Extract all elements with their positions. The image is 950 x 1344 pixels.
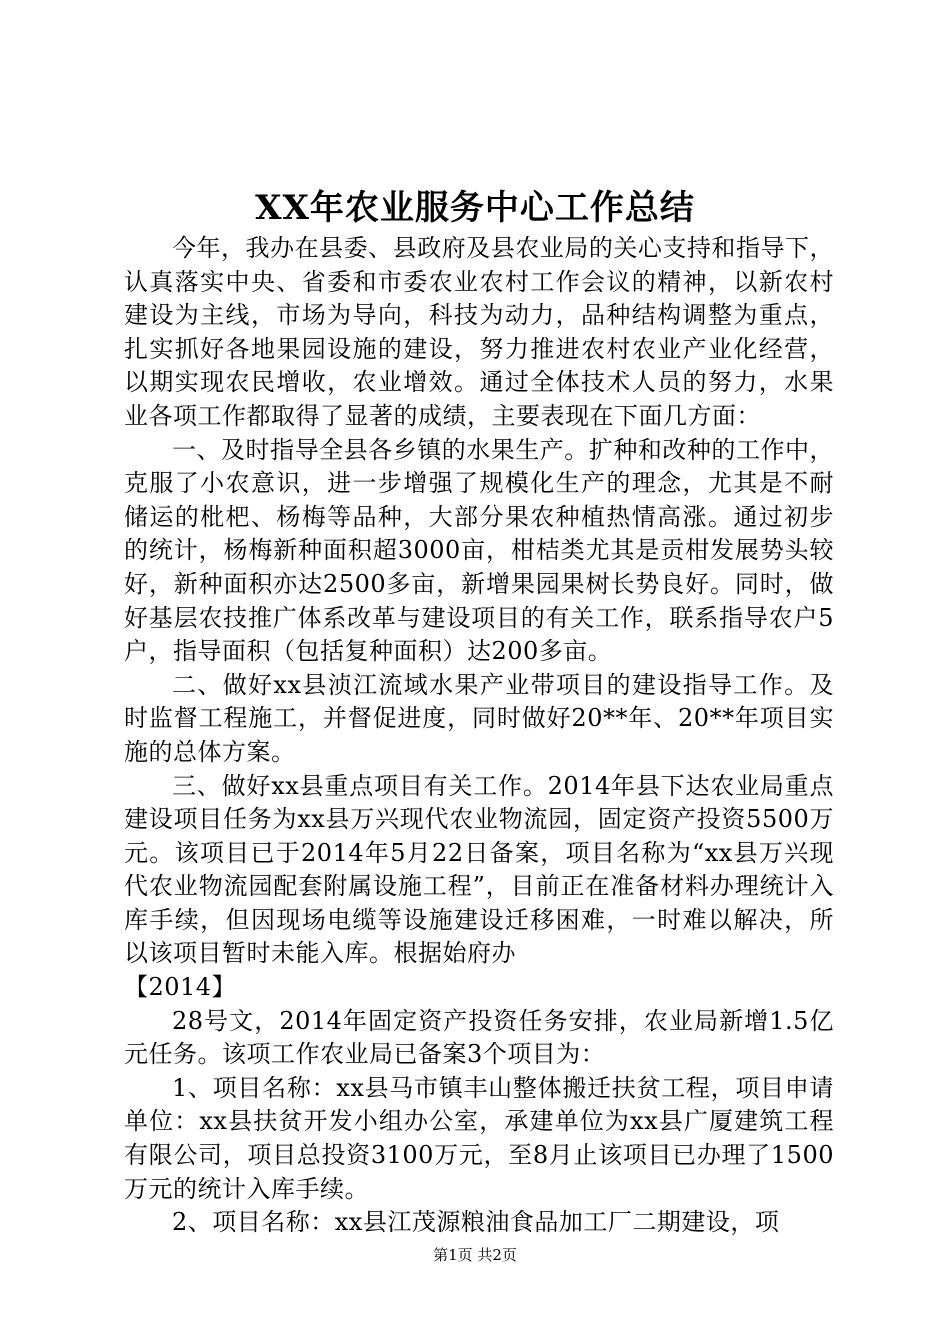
paragraph-intro: 今年，我办在县委、县政府及县农业局的关心支持和指导下，认真落实中央、省委和市委农业农村工作会议的精神，以新农村建设为主线，市场为导向，科技为动力，品种结构调整为重点，扎实抓好各地果园设施的建设，努力推进农村农业产业化经营，以期实现农民增收，农业增效。通过全体技术人员的努力，水果业各项工作都取得了显著的成绩，主要表现在下面几方面：	[124, 234, 834, 430]
paragraph-project-1: 1、项目名称：xx县马市镇丰山整体搬迁扶贫工程，项目申请单位：xx县扶贫开发小组办公室，承建单位为xx县广厦建筑工程有限公司，项目总投资3100万元，至8月止该项目已办理了1500万元的统计入库手续。	[124, 1073, 834, 1203]
paragraph-project-2: 2、项目名称：xx县江茂源粮油食品加工厂二期建设，项	[172, 1208, 780, 1237]
paragraph-doc-reference: 【2014】	[124, 973, 237, 1002]
page-indicator: 第1页 共2页	[433, 1246, 517, 1264]
page-footer	[0, 1245, 950, 1265]
document-title: XX年农业服务中心工作总结	[255, 188, 695, 228]
paragraph-task-arrangement: 28号文，2014年固定资产投资任务安排，农业局新增1.5亿元任务。该项工作农业局已备案3个项目为：	[124, 1006, 834, 1069]
paragraph-section-3: 三、做好xx县重点项目有关工作。2014年县下达农业局重点建设项目任务为xx县万兴现代农业物流园，固定资产投资5500万元。该项目已于2014年5月22日备案，项目名称为“xx县万兴现代农业物流园配套附属设施工程”，目前正在准备材料办理统计入库手续，但因现场电缆等设施建设迁移困难，一时难以解决，所以该项目暂时未能入库。根据始府办	[124, 771, 834, 968]
document-body	[124, 232, 834, 1240]
paragraph-section-1: 一、及时指导全县各乡镇的水果生产。扩种和改种的工作中，克服了小农意识，进一步增强了规模化生产的理念，尤其是不耐储运的枇杷、杨梅等品种，大部分果农种植热情高涨。通过初步的统计，杨梅新种面积超3000亩，柑桔类尤其是贡柑发展势头较好，新种面积亦达2500多亩，新增果园果树长势良好。同时，做好基层农技推广体系改革与建设项目的有关工作，联系指导农户5户，指导面积（包括复种面积）达200多亩。	[124, 435, 834, 666]
paragraph-section-2: 二、做好xx县浈江流域水果产业带项目的建设指导工作。及时监督工程施工，并督促进度，同时做好20**年、20**年项目实施的总体方案。	[124, 670, 834, 766]
